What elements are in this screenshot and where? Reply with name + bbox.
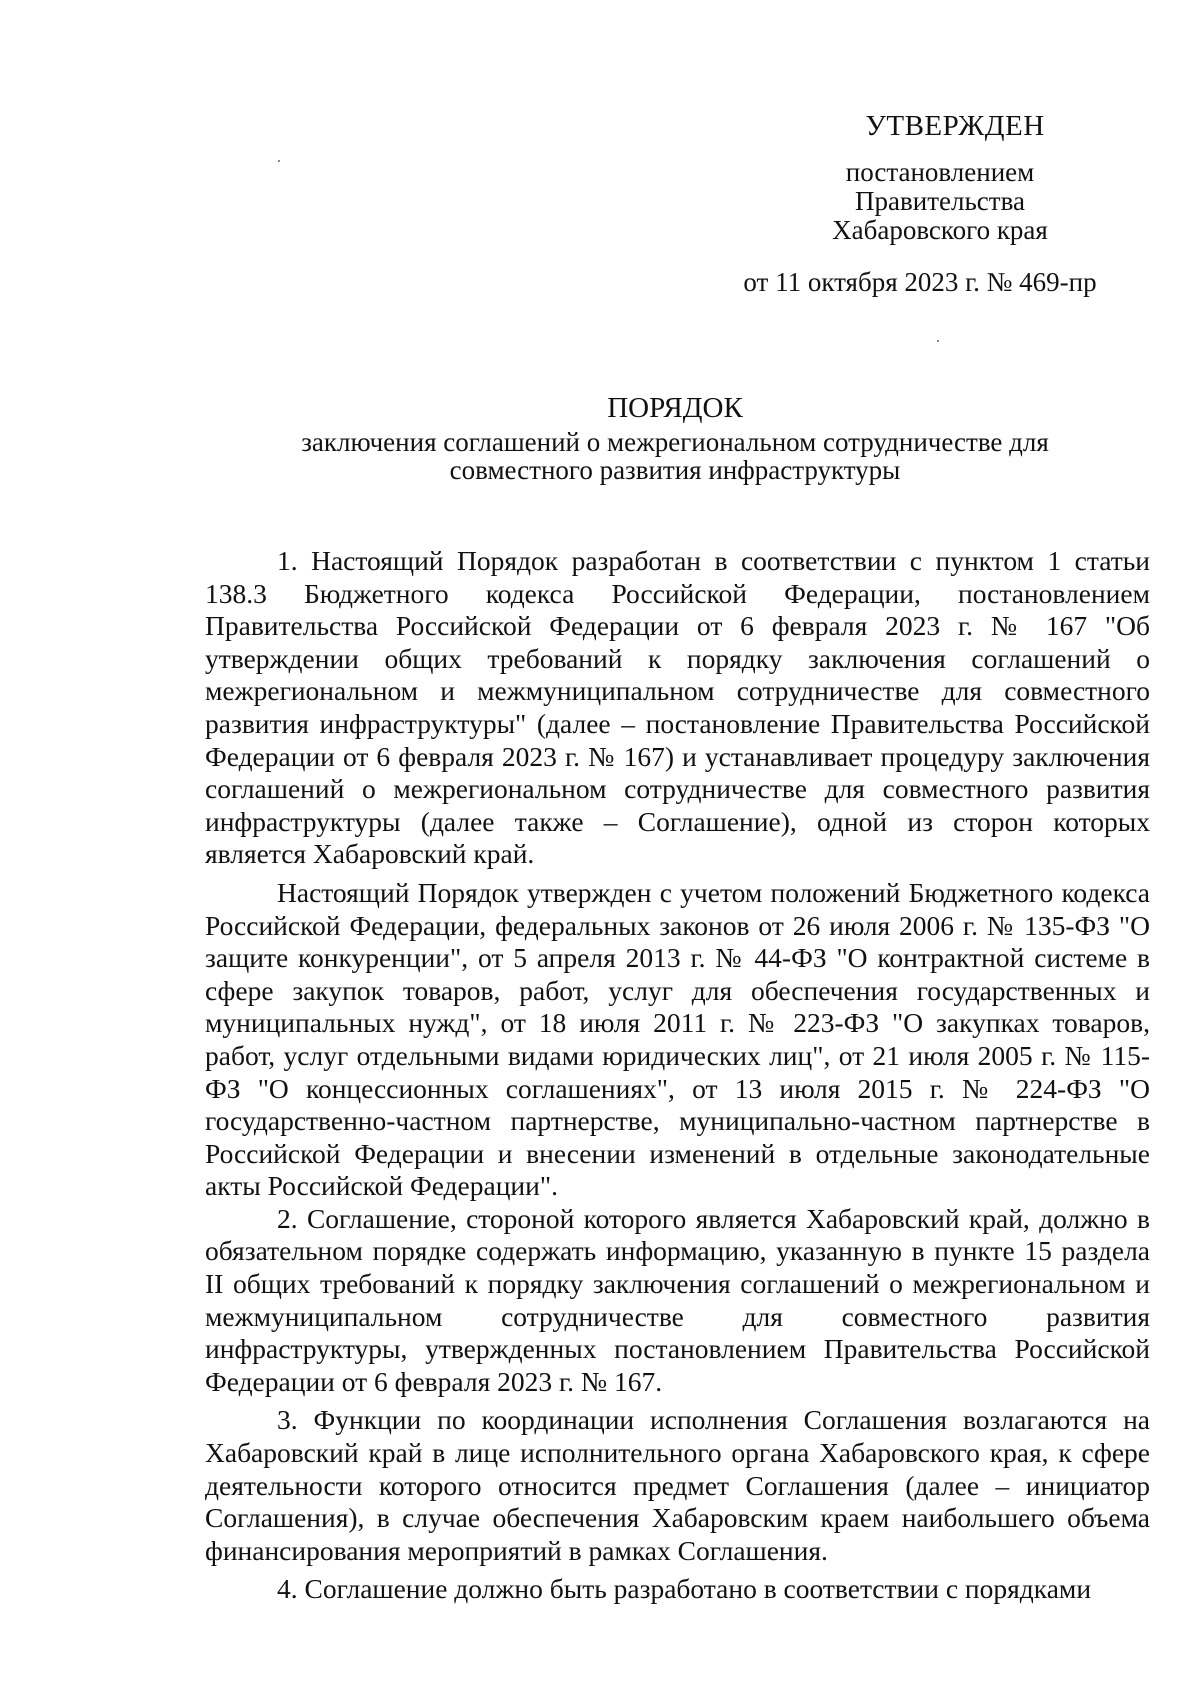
document-title: ПОРЯДОК (607, 392, 743, 424)
paragraph-2: Настоящий Порядок утвержден с учетом положений Бюджетного кодекса Российской Федерации, федеральных законов от 26 июля 2006 г. № 135-ФЗ "О защите конкуренции", от 5 апреля 2013 г. № 44-ФЗ "О контрактной системе в сфере закупок товаров, работ, услуг для обеспечения государственных и муниципальных нужд", от 18 июля 2011 г. № 223-ФЗ "О закупках товаров, работ, услуг отдельными видами юридических лиц", от 21 июля 2005 г. № 115-ФЗ "О концессионных соглашениях", от 13 июля 2015 г. № 224-ФЗ "О государственно-частном партнерстве, муниципально-частном партнерстве в Российской Федерации и внесении изменений в отдельные законодательные акты Российской Федерации". (205, 876, 1150, 1202)
paragraph-3: 2. Соглашение, стороной которого является Хабаровский край, должно в обязательном порядке содержать информацию, указанную в пункте 15 раздела II общих требований к порядку заключения соглашений о межрегиональном и межмуниципальном сотрудничестве для совместного развития инфраструктуры, утвержденных постановлением Правительства Российской Федерации от 6 февраля 2023 г. № 167. (205, 1202, 1150, 1397)
subtitle-line-2: совместного развития инфраструктуры (449, 455, 901, 485)
approval-line-3: Хабаровского края (832, 215, 1048, 245)
approval-date: от 11 октября 2023 г. № 469-пр (743, 267, 1097, 297)
subtitle-line-1: заключения соглашений о межрегиональном сотрудничестве для (301, 427, 1049, 457)
approval-line-1: постановлением (845, 157, 1035, 187)
approval-line-2: Правительства (855, 186, 1025, 216)
document-body (205, 545, 1150, 1606)
paragraph-1: 1. Настоящий Порядок разработан в соответствии с пунктом 1 статьи 138.3 Бюджетного кодекса Российской Федерации, постановлением Правительства Российской Федерации от 6 февраля 2023 г. № 167 "Об утверждении общих требований к порядку заключения соглашений о межрегиональном и межмуниципальном сотрудничестве для совместного развития инфраструктуры" (далее – постановление Правительства Российской Федерации от 6 февраля 2023 г. № 167) и устанавливает процедуру заключения соглашений о межрегиональном сотрудничестве для совместного развития инфраструктуры (далее также – Соглашение), одной из сторон которых является Хабаровский край. (205, 545, 1150, 870)
document-subtitle (200, 428, 1150, 484)
scan-speck (937, 340, 939, 342)
approval-stamp-block (740, 108, 1140, 299)
approval-heading: УТВЕРЖДЕН (865, 110, 1045, 142)
paragraph-5: 4. Соглашение должно быть разработано в соответствии с порядками (277, 1573, 1092, 1605)
scan-speck (278, 160, 280, 162)
paragraph-4: 3. Функции по координации исполнения Соглашения возлагаются на Хабаровский край в лице исполнительного органа Хабаровского края, к сфере деятельности которого относится предмет Соглашения (далее – инициатор Соглашения), в случае обеспечения Хабаровским краем наибольшего объема финансирования мероприятий в рамках Соглашения. (205, 1404, 1150, 1566)
